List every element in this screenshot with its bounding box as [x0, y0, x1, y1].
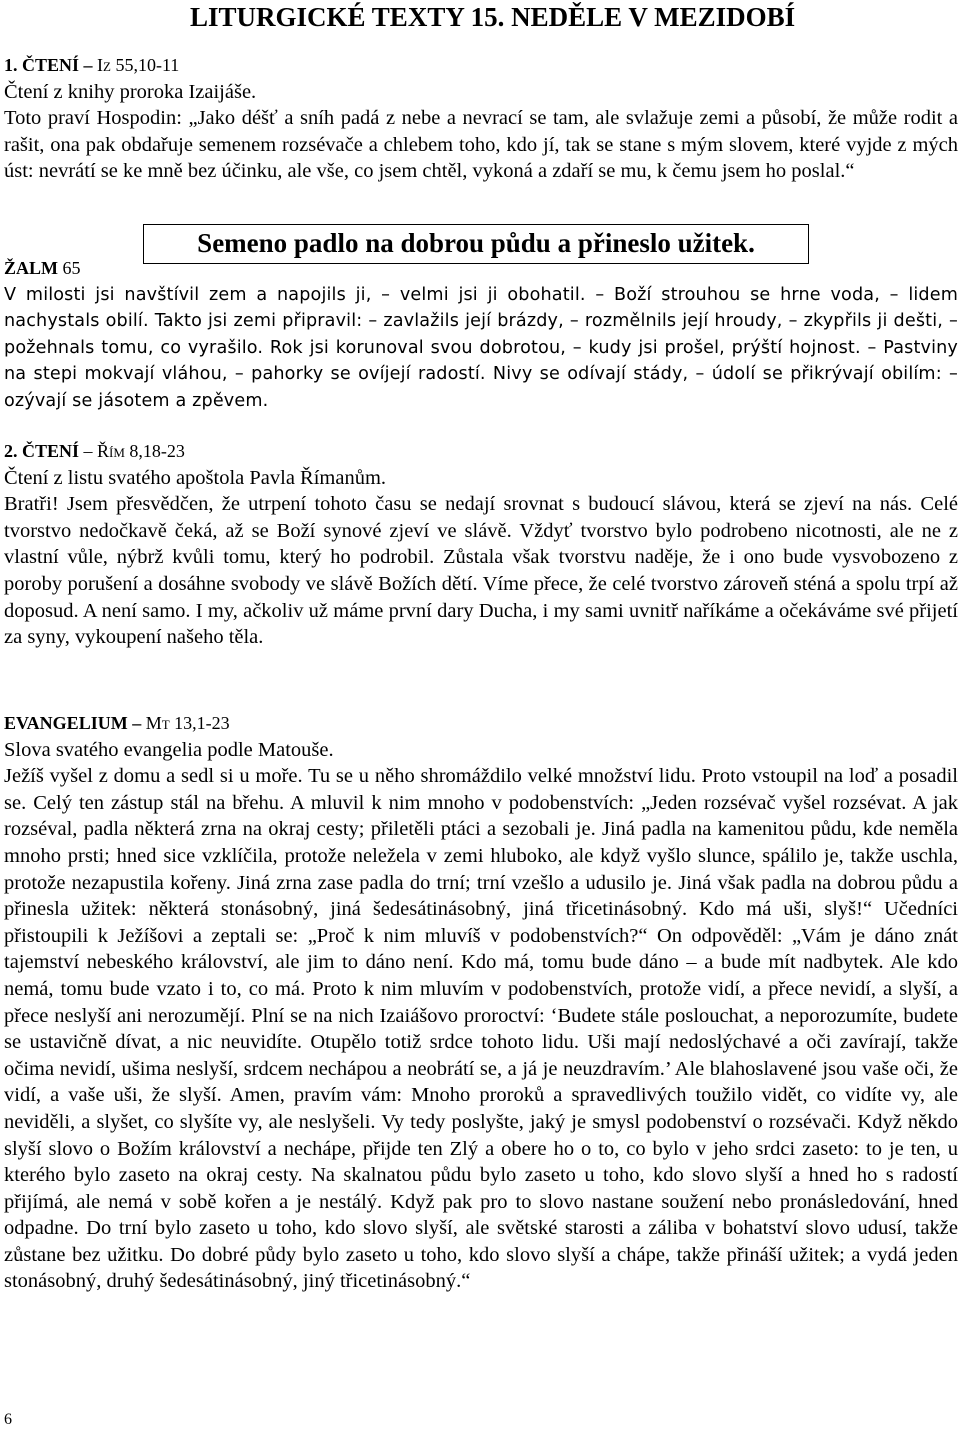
psalm-text: V milosti jsi navštívil zem a napojils ji, – velmi jsi ji obohatil. – Boží strouhou se hrne voda, – lidem nachystals obilí. Takto jsi zemi připravil: – zavlažils její brázdy, – rozmělnils její hroudy, – zkypřils ji dešti, – požehnals tomu, co vyrašilo. Rok jsi korunoval svou dobrotou, – kudy jsi prošel, prýští hojnost. – Pastviny na stepi mokvají vláhou, – pahorky se ovíjejí radostí. Nivy se odívají stády, – údolí se přikrývají obilím: – ozývají se jásotem a zpěvem.	[4, 284, 958, 411]
psalm-label: ŽALM	[4, 258, 58, 278]
reading-2-heading	[4, 438, 958, 465]
reading-1-text: Toto praví Hospodin: „Jako déšť a sníh padá z nebe a nevrací se tam, ale svlažuje zemi a působí, že může rodit a rašit, ona pak obdařuje semenem rozsévače a chlebem toho, kdo jí, tak se stane s mým slovem, které vyjde z mých úst: nevrátí se ke mně bez účinku, ale vše, co jsem chtěl, vykoná a zdaří se mu, k čemu jsem ho poslal.“	[4, 107, 958, 183]
gospel-heading	[4, 710, 958, 737]
gospel	[4, 710, 958, 1295]
gospel-reference: Mt 13,1-23	[145, 713, 230, 733]
reading-2-label: 2. ČTENÍ	[4, 441, 80, 461]
gospel-label: EVANGELIUM	[4, 713, 128, 733]
reading-1-heading	[4, 52, 958, 79]
reading-2-intro: Čtení z listu svatého apoštola Pavla Římanům.	[4, 466, 387, 489]
gospel-dash: –	[127, 713, 146, 733]
reading-2	[4, 438, 958, 651]
reading-2-text: Bratři! Jsem přesvědčen, že utrpení tohoto času se nedají srovnat s budoucí slávou, která se zjeví na nás. Celé tvorstvo nedočkavě čeká, až se Boží synové zjeví ve slávě. Vždyť tvorstvo bylo podrobeno nicotnosti, ale ne z vlastní vůle, nýbrž kvůli tomu, který ho podrobil. Zůstala však tvorstvu naděje, že i ono bude vysvobozeno z poroby porušení a dosáhne svobody ve slávě Božích dětí. Víme přece, že celé tvorstvo zároveň sténá a spolu trpí až doposud. A není samo. I my, ačkoliv už máme první dary Ducha, i my sami uvnitř naříkáme a očekáváme své přijetí za syny, vykoupení našeho těla.	[4, 493, 958, 649]
reading-1-dash: –	[79, 55, 98, 75]
reading-2-reference: Řím 8,18-23	[97, 441, 185, 461]
psalm-reference: 65	[58, 258, 81, 278]
page-number: 6	[4, 1411, 12, 1428]
psalm-heading	[4, 255, 958, 282]
gospel-text: Ježíš vyšel z domu a sedl si u moře. Tu se u něho shromáždilo velké množství lidu. Proto vstoupil na loď a posadil se. Celý ten zástup stál na břehu. A mluvil k nim mnoho v podobenstvích: „Jeden rozsévač vyšel rozsévat. A jak rozséval, padla některá zrna na okraj cesty; přiletěli ptáci a sezobali je. Jiná padla na kamenitou půdu, kde neměla mnoho prsti; hned sice vzklíčila, protože neležela v zemi hluboko, ale když vyšlo slunce, spálilo je, takže uschla, protože nezapustila kořeny. Jiná zrna zase padla do trní; trní vzešlo a udusilo je. Jiná však padla na dobrou půdu a přinesla užitek: některá stonásobný, jiná šedesátinásobný, jiná třicetinásobný. Kdo má uši, slyš!“ Učedníci přistoupili k Ježíšovi a zeptali se: „Proč k nim mluvíš v podobenstvích?“ On odpověděl: „Vám je dáno znát tajemství nebeského království, ale jim to dáno není. Kdo má, tomu bude dáno – a bude mít nadbytek. Ale kdo nemá, tomu bude vzato i to, co má. Proto k nim mluvím v podobenstvích, protože vidí, a přece nevidí, a slyší, a přece neslyší ani nerozumějí. Plní se na nich Izaiášovo proroctví: ‘Budete stále poslouchat, a neporozumíte, budete se ustavičně dívat, a nic neuvidíte. Otupělo totiž srdce tohoto lidu. Uši mají nedoslýchavé a oči zavírají, takže očima nevidí, ušima neslyší, srdcem nechápou a neobrátí se, a já je neuzdravím.’ Ale blahoslavené jsou vaše oči, že vidí, a vaše uši, že slyší. Amen, pravím vám: Mnoho proroků a spravedlivých toužilo vidět, co vidíte vy, ale neviděli, a slyšet, co slyšíte vy, ale neslyšeli. Vy tedy poslyšte, jaký je smysl podobenství o rozsévači. Když někdo slyší slovo o Božím království a nechápe, přijde ten Zlý a obere ho o to, co bylo v jeho srdci zaseto: to je ten, u kterého bylo zaseto na okraj cesty. Na skalnatou půdu bylo zaseto u toho, kdo slovo slyší a hned ho s radostí přijímá, ale nemá v sobě kořen a je nestálý. Když pak pro to slovo nastane soužení nebo pronásledování, hned odpadne. Do trní bylo zaseto u toho, kdo slovo slyší, ale světské starosti a záliba v bohatství slovo udusí, takže zůstane bez užitku. Do dobré půdy bylo zaseto u toho, kdo slovo slyší a chápe, takže přináší užitek; a vydá jeden stonásobný, druhý šedesátinásobný, jiný třicetinásobný.“	[4, 765, 958, 1293]
reading-1-label: 1. ČTENÍ	[4, 55, 80, 75]
reading-2-dash: –	[79, 441, 98, 461]
psalm-response: Semeno padlo na dobrou půdu a přineslo užitek.	[143, 224, 809, 264]
reading-1	[4, 52, 958, 185]
reading-1-intro: Čtení z knihy proroka Izaijáše.	[4, 80, 257, 103]
psalm	[4, 255, 958, 415]
page-title: LITURGICKÉ TEXTY 15. NEDĚLE V MEZIDOBÍ	[190, 2, 796, 32]
reading-1-reference: Iz 55,10-11	[97, 55, 180, 75]
gospel-intro: Slova svatého evangelia podle Matouše.	[4, 738, 334, 761]
